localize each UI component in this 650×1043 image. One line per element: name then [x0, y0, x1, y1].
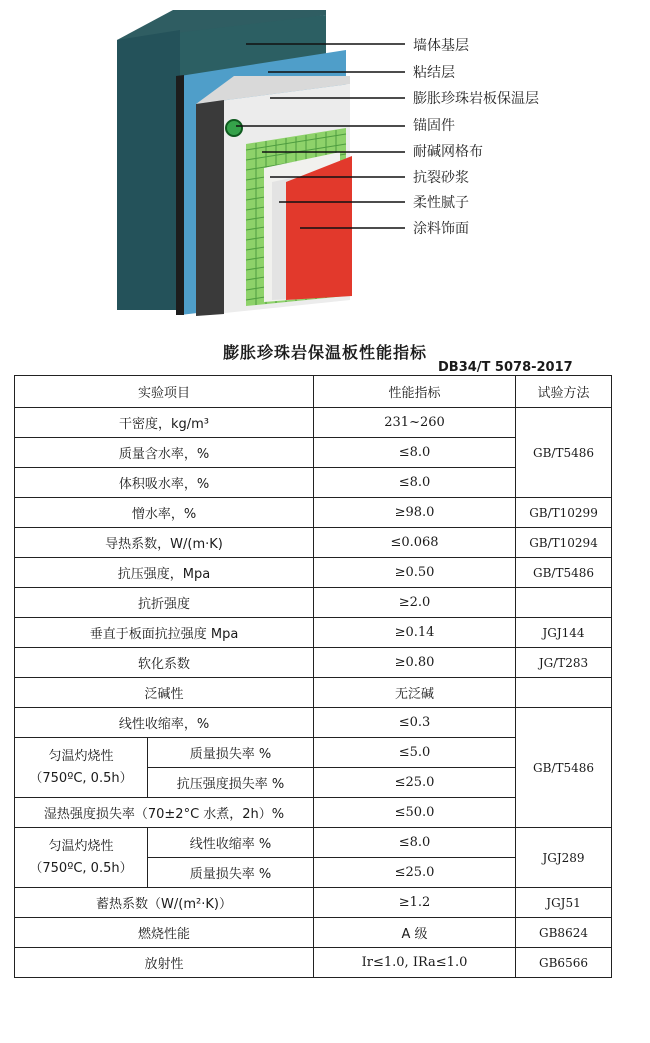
row-index: ≥1.2	[314, 888, 516, 918]
burn-group-line2: （750ºC, 0.5h）	[29, 860, 133, 876]
label-anti-crack-mortar: 抗裂砂浆	[413, 170, 469, 186]
row-method: GB/T5486	[516, 408, 612, 498]
row-item: 干密度，kg/m³	[15, 408, 314, 438]
row-index: ≤5.0	[314, 738, 516, 768]
row-method: JGJ51	[516, 888, 612, 918]
wall-base-edge	[117, 30, 180, 310]
insulation-board-edge	[196, 100, 224, 316]
row-index: 无泛碱	[314, 678, 516, 708]
row-index: ≤25.0	[314, 858, 516, 888]
row-item: 垂直于板面抗拉强度 Mpa	[15, 618, 314, 648]
header-method: 试验方法	[516, 376, 612, 408]
row-item: 导热系数，W/(m·K)	[15, 528, 314, 558]
burn-group-line1: 匀温灼烧性	[48, 748, 114, 764]
table-row	[15, 408, 612, 438]
adhesive-edge	[176, 75, 184, 315]
label-insulation-board: 膨胀珍珠岩板保温层	[413, 91, 539, 107]
row-item: 体积吸水率，%	[15, 468, 314, 498]
label-mesh: 耐碱网格布	[413, 144, 483, 160]
row-index: ≥98.0	[314, 498, 516, 528]
row-method: JG/T283	[516, 648, 612, 678]
row-index: 231~260	[314, 408, 516, 438]
table-row	[15, 588, 612, 618]
row-item: 软化系数	[15, 648, 314, 678]
row-index: ≤0.3	[314, 708, 516, 738]
table-row	[15, 888, 612, 918]
row-index: ≤0.068	[314, 528, 516, 558]
row-method: JGJ144	[516, 618, 612, 648]
row-item: 线性收缩率 %	[148, 828, 314, 858]
row-item: 憎水率，%	[15, 498, 314, 528]
row-item: 湿热强度损失率（70±2°C 水煮，2h）%	[15, 798, 314, 828]
table-row	[15, 618, 612, 648]
row-index: ≥2.0	[314, 588, 516, 618]
row-item: 燃烧性能	[15, 918, 314, 948]
row-item: 质量损失率 %	[148, 858, 314, 888]
row-method: GB/T10294	[516, 528, 612, 558]
row-item: 蓄热系数（W/(m²·K)）	[15, 888, 314, 918]
label-coating-finish: 涂料饰面	[413, 221, 469, 237]
row-method: GB/T5486	[516, 558, 612, 588]
burn-group-label	[15, 828, 148, 888]
row-item: 抗折强度	[15, 588, 314, 618]
row-index: Ir≤1.0, IRa≤1.0	[314, 948, 516, 978]
table-row	[15, 678, 612, 708]
row-method	[516, 588, 612, 618]
row-item: 质量含水率，%	[15, 438, 314, 468]
burn-group-label	[15, 738, 148, 798]
row-method: JGJ289	[516, 828, 612, 888]
header-index: 性能指标	[314, 376, 516, 408]
table-row	[15, 948, 612, 978]
performance-table	[14, 375, 612, 978]
table-row	[15, 918, 612, 948]
table-row	[15, 828, 612, 858]
row-index: ≥0.50	[314, 558, 516, 588]
row-index: ≤25.0	[314, 768, 516, 798]
wall-layers-illustration	[0, 0, 650, 320]
row-item: 抗压强度，Mpa	[15, 558, 314, 588]
row-method	[516, 678, 612, 708]
row-method: GB/T5486	[516, 708, 612, 828]
row-method: GB6566	[516, 948, 612, 978]
row-index: ≤8.0	[314, 438, 516, 468]
burn-group-line2: （750ºC, 0.5h）	[29, 770, 133, 786]
label-anchor: 锚固件	[413, 118, 455, 134]
table-row	[15, 498, 612, 528]
row-index: A 级	[314, 918, 516, 948]
row-index: ≤50.0	[314, 798, 516, 828]
header-item: 实验项目	[15, 376, 314, 408]
table-row	[15, 648, 612, 678]
row-method: GB/T10299	[516, 498, 612, 528]
table-title: 膨胀珍珠岩保温板性能指标	[222, 343, 427, 362]
table-row	[15, 708, 612, 738]
row-item: 抗压强度损失率 %	[148, 768, 314, 798]
table-header-row	[15, 376, 612, 408]
label-wall-base: 墙体基层	[413, 38, 469, 54]
standard-number: DB34/T 5078-2017	[438, 360, 573, 375]
row-item: 线性收缩率，%	[15, 708, 314, 738]
row-item: 放射性	[15, 948, 314, 978]
row-index: ≤8.0	[314, 828, 516, 858]
label-adhesive: 粘结层	[413, 65, 455, 81]
burn-group-line1: 匀温灼烧性	[48, 838, 114, 854]
row-index: ≤8.0	[314, 468, 516, 498]
table-row	[15, 528, 612, 558]
row-index: ≥0.80	[314, 648, 516, 678]
row-method: GB8624	[516, 918, 612, 948]
row-index: ≥0.14	[314, 618, 516, 648]
anchor-bolt	[226, 120, 242, 136]
row-item: 质量损失率 %	[148, 738, 314, 768]
label-flexible-putty: 柔性腻子	[413, 195, 469, 211]
row-item: 泛碱性	[15, 678, 314, 708]
table-row	[15, 558, 612, 588]
wall-layers-diagram	[0, 0, 650, 320]
